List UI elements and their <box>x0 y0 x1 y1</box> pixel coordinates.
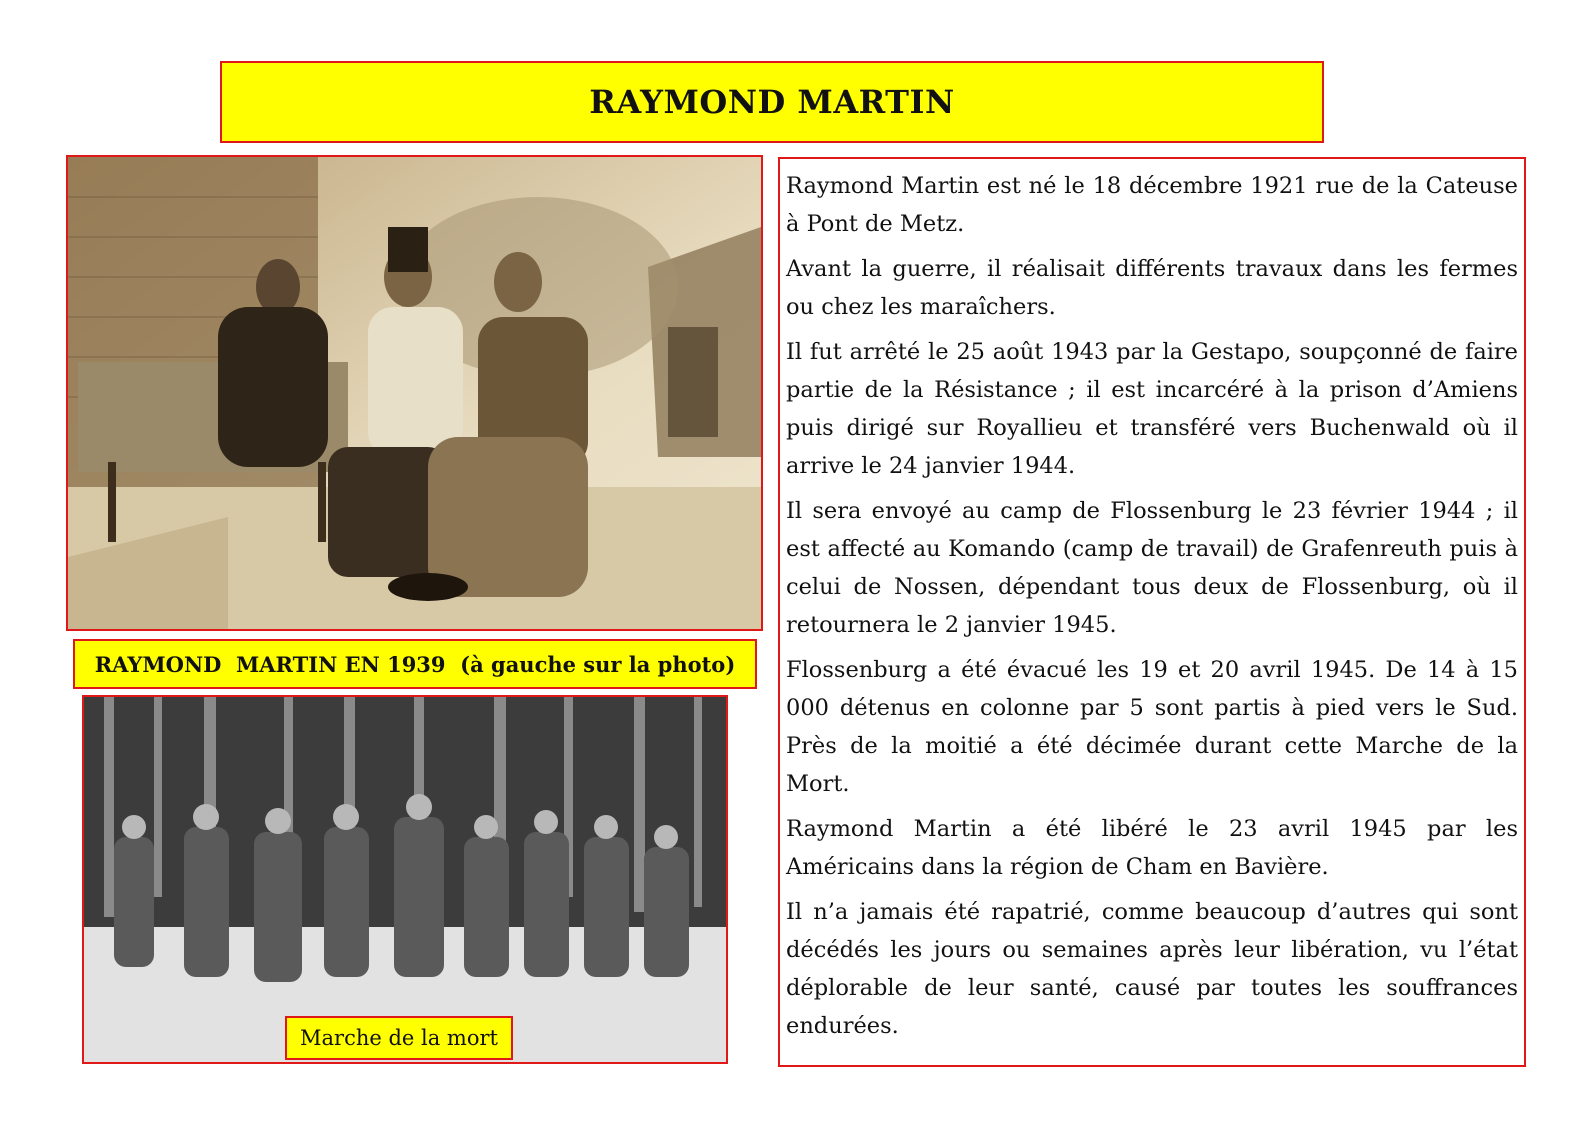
death-march-photo <box>82 695 728 1064</box>
sepia-photo-image <box>68 157 761 629</box>
paragraph-prewar: Avant la guerre, il réalisait différents travaux dans les fermes ou chez les maraîchers. <box>786 256 1518 320</box>
photo-caption: RAYMOND MARTIN EN 1939 (à gauche sur la photo) <box>73 639 757 689</box>
paragraph-arrest: Il fut arrêté le 25 août 1943 par la Gestapo, soupçonné de faire partie de la Résistance ; il est incarcéré à la prison d’Amiens puis dirigé sur Royallieu et transféré vers Buchenwald où il arrive le 24 janvier 1944. <box>786 339 1518 479</box>
biography-text <box>778 157 1526 1067</box>
photo-1939 <box>66 155 763 631</box>
forest-march-image <box>84 697 726 1062</box>
paragraph-evacuation: Flossenburg a été évacué les 19 et 20 avril 1945. De 14 à 15 000 détenus en colonne par 5 sont partis à pied vers le Sud. Près de la moitié a été décimée durant cette Marche de la Mort. <box>786 657 1518 797</box>
march-caption: Marche de la mort <box>285 1016 513 1060</box>
title-banner <box>220 61 1324 143</box>
paragraph-aftermath: Il n’a jamais été rapatrié, comme beaucoup d’autres qui sont décédés les jours ou semaines après leur libération, vu l’état déplorable de leur santé, causé par toutes les souffrances endurées. <box>786 899 1518 1039</box>
paragraph-liberation: Raymond Martin a été libéré le 23 avril 1945 par les Américains dans la région de Cham en Bavière. <box>786 816 1518 880</box>
paragraph-birth: Raymond Martin est né le 18 décembre 1921 rue de la Cateuse à Pont de Metz. <box>786 173 1518 237</box>
paragraph-flossenburg: Il sera envoyé au camp de Flossenburg le 23 février 1944 ; il est affecté au Komando (camp de travail) de Grafenreuth puis à celui de Nossen, dépendant tous deux de Flossenburg, où il retournera le 2 janvier 1945. <box>786 498 1518 638</box>
page-title: RAYMOND MARTIN <box>589 83 955 121</box>
